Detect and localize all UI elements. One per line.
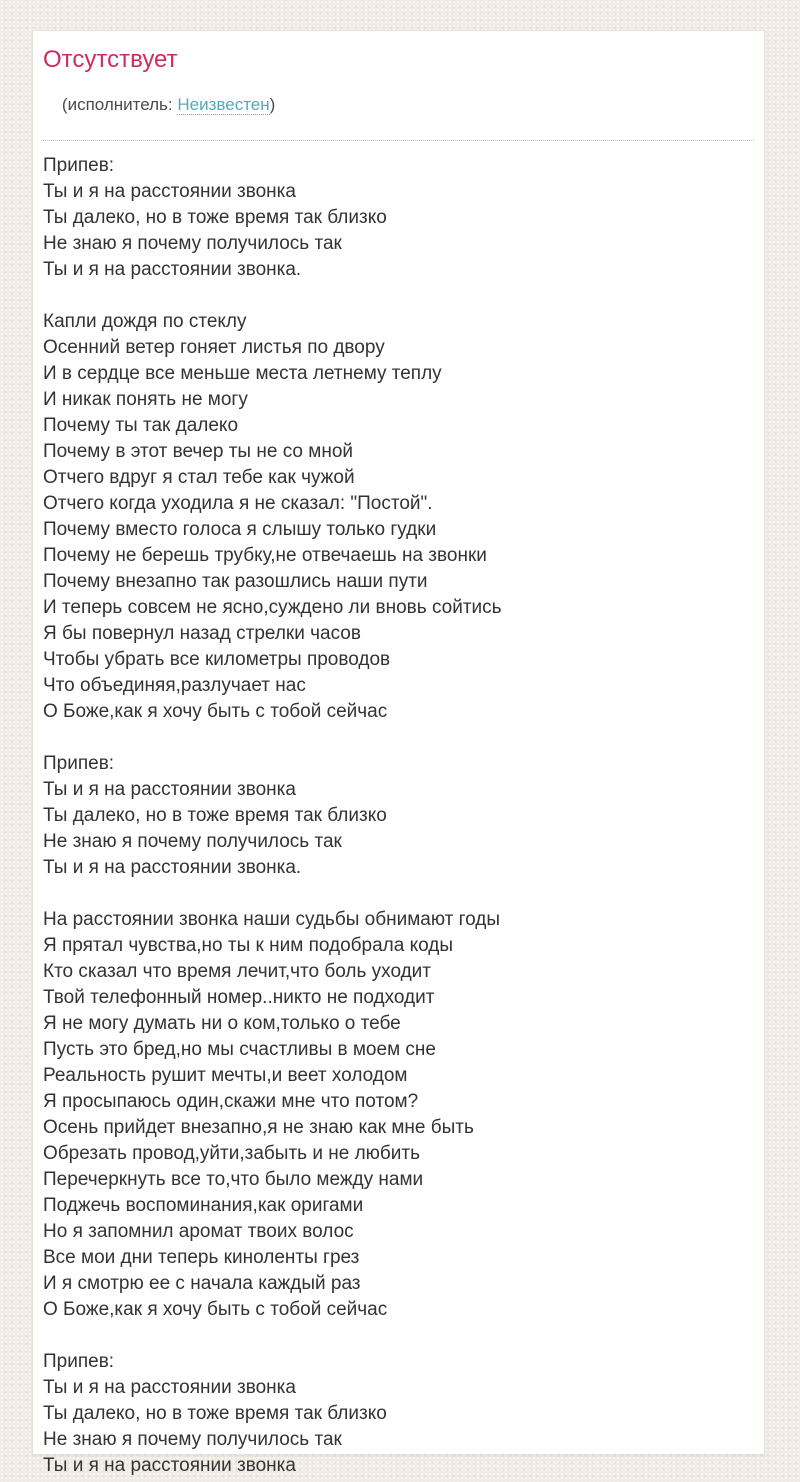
lyrics-line: Перечеркнуть все то,что было между нами — [43, 1169, 424, 1190]
lyrics-line: На расстоянии звонка наши судьбы обнимают годы — [43, 909, 501, 930]
lyrics-line: И я смотрю ее с начала каждый раз — [43, 1273, 361, 1294]
lyrics-line: Обрезать провод,уйти,забыть и не любить — [43, 1143, 421, 1164]
stanza — [43, 751, 754, 881]
lyrics-line: Я прятал чувства,но ты к ним подобрала коды — [43, 935, 454, 956]
lyrics-line: Ты и я на расстоянии звонка. — [43, 259, 302, 280]
lyrics-line: Ты и я на расстоянии звонка — [43, 779, 296, 800]
lyrics-line: Ты и я на расстоянии звонка. — [43, 857, 302, 878]
lyrics-line: И теперь совсем не ясно,суждено ли вновь сойтись — [43, 597, 502, 618]
lyrics-line: Что объединяя,разлучает нас — [43, 675, 306, 696]
artist-link[interactable]: Неизвестен — [177, 95, 270, 114]
lyrics-line: Отчего вдруг я стал тебе как чужой — [43, 467, 355, 488]
lyrics-line: Не знаю я почему получилось так — [43, 233, 342, 254]
lyrics-line: Припев: — [43, 1351, 115, 1372]
lyrics-line: Я просыпаюсь один,скажи мне что потом? — [43, 1091, 419, 1112]
song-title: Отсутствует — [43, 46, 178, 73]
lyrics-line: Чтобы убрать все километры проводов — [43, 649, 391, 670]
lyrics-line: Почему ты так далеко — [43, 415, 239, 436]
lyrics-line: Почему в этот вечер ты не со мной — [43, 441, 353, 462]
artist-label-prefix: (исполнитель: — [61, 95, 178, 114]
lyrics-line: Я бы повернул назад стрелки часов — [43, 623, 361, 644]
lyrics-line: Но я запомнил аромат твоих волос — [43, 1221, 354, 1242]
artist-line — [43, 73, 754, 141]
lyrics-line: Я не могу думать ни о ком,только о тебе — [43, 1013, 401, 1034]
lyrics-line: Не знаю я почему получилось так — [43, 1429, 342, 1450]
lyrics-text — [43, 153, 754, 1479]
lyrics-line: Капли дождя по стеклу — [43, 311, 247, 332]
lyrics-line: Осенний ветер гоняет листья по двору — [43, 337, 385, 358]
lyrics-line: Ты далеко, но в тоже время так близко — [43, 207, 387, 228]
stanza — [43, 309, 754, 725]
lyrics-line: Поджечь воспоминания,как оригами — [43, 1195, 364, 1216]
lyrics-line: Осень прийдет внезапно,я не знаю как мне быть — [43, 1117, 474, 1138]
lyrics-line: Ты далеко, но в тоже время так близко — [43, 1403, 387, 1424]
lyrics-line: Ты и я на расстоянии звонка — [43, 181, 296, 202]
lyrics-line: Почему не берешь трубку,не отвечаешь на звонки — [43, 545, 487, 566]
lyrics-card — [32, 30, 765, 1476]
lyrics-line: О Боже,как я хочу быть с тобой сейчас — [43, 701, 388, 722]
lyrics-line: Кто сказал что время лечит,что боль уходит — [43, 961, 431, 982]
lyrics-line: О Боже,как я хочу быть с тобой сейчас — [43, 1299, 388, 1320]
lyrics-line: Припев: — [43, 155, 115, 176]
stanza — [43, 907, 754, 1323]
lyrics-line: Ты и я на расстоянии звонка — [43, 1377, 296, 1398]
lyrics-line: Не знаю я почему получилось так — [43, 831, 342, 852]
lyrics-line: Все мои дни теперь киноленты грез — [43, 1247, 360, 1268]
lyrics-line: Реальность рушит мечты,и веет холодом — [43, 1065, 408, 1086]
lyrics-line: Пусть это бред,но мы счастливы в моем сне — [43, 1039, 436, 1060]
lyrics-line: Твой телефонный номер..никто не подходит — [43, 987, 435, 1008]
lyrics-line: Ты и я на расстоянии звонка — [43, 1455, 296, 1476]
stanza — [43, 1349, 754, 1479]
lyrics-line: Ты далеко, но в тоже время так близко — [43, 805, 387, 826]
lyrics-line: Почему внезапно так разошлись наши пути — [43, 571, 428, 592]
artist-label-suffix: ) — [269, 95, 276, 114]
lyrics-line: И никак понять не могу — [43, 389, 248, 410]
lyrics-line: И в сердце все меньше места летнему теплу — [43, 363, 442, 384]
lyrics-line: Припев: — [43, 753, 115, 774]
lyrics-line: Отчего когда уходила я не сказал: "Постой". — [43, 493, 433, 514]
lyrics-line: Почему вместо голоса я слышу только гудки — [43, 519, 437, 540]
stanza — [43, 153, 754, 283]
